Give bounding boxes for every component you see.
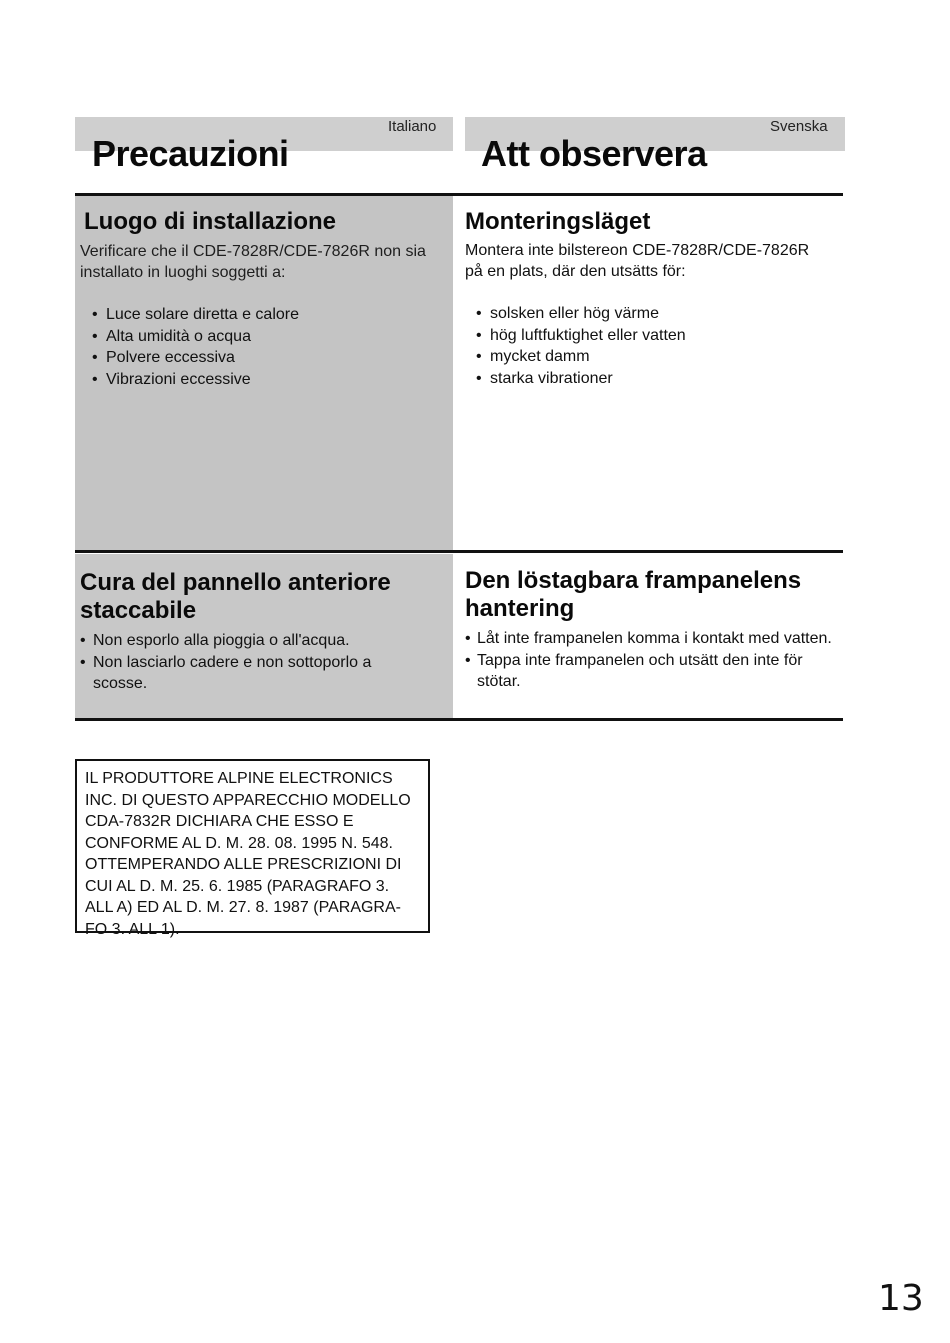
- bottom-divider: [75, 718, 843, 721]
- middle-divider: [75, 550, 843, 553]
- list-item: • mycket damm: [476, 346, 816, 368]
- italian-installation-list: [92, 304, 432, 390]
- page-number: 13: [878, 1278, 924, 1319]
- swedish-installation-intro: Montera inte bilstereon CDE-7828R/CDE-7826R på en plats, där den utsätts för:: [465, 242, 810, 280]
- swedish-panel-care-list: [465, 628, 845, 693]
- list-item: • Non esporlo alla pioggia o all'acqua.: [80, 630, 420, 652]
- list-item: • starka vibrationer: [476, 368, 816, 390]
- swedish-installation-list: [476, 303, 816, 389]
- swedish-panel-care-heading: Den löstagbara frampanelens hantering: [465, 567, 802, 622]
- list-item: • Tappa inte frampanelen och utsätt den inte för stötar.: [465, 650, 845, 693]
- list-item: • hög luftfuktighet eller vatten: [476, 325, 816, 347]
- italian-panel-care-heading: Cura del pannello anteriore staccabile: [80, 569, 391, 624]
- swedish-installation-heading: Monteringsläget: [465, 208, 651, 235]
- italian-installation-intro: Verificare che il CDE-7828R/CDE-7826R non sia installato in luoghi soggetti a:: [80, 243, 426, 281]
- list-item: • Luce solare diretta e calore: [92, 304, 432, 326]
- list-item: • solsken eller hög värme: [476, 303, 816, 325]
- list-item: • Vibrazioni eccessive: [92, 369, 432, 391]
- swedish-language-label: Svenska: [770, 118, 828, 135]
- italian-panel-care-list: [80, 630, 420, 695]
- manufacturer-declaration-box: IL PRODUTTORE ALPINE ELECTRONICS INC. DI QUESTO APPARECCHIO MODELLO CDA-7832R DICHIARA CHE ESSO E CONFORME AL D. M. 28. 08. 1995 N. 548. OTTEMPERANDO ALLE PRESCRIZIONI DI CUI AL D. M. 25. 6. 1985 (PARAGRAFO 3. ALL A) ED AL D. M. 27. 8. 1987 (PARAGRA-FO 3. ALL 1).: [75, 759, 430, 933]
- list-item: • Låt inte frampanelen komma i kontakt med vatten.: [465, 628, 845, 650]
- list-item: • Polvere eccessiva: [92, 347, 432, 369]
- italian-page-title: Precauzioni: [92, 133, 289, 174]
- list-item: • Non lasciarlo cadere e non sottoporlo a scosse.: [80, 652, 420, 695]
- swedish-page-title: Att observera: [481, 133, 707, 174]
- italian-language-label: Italiano: [388, 118, 437, 135]
- italian-installation-heading: Luogo di installazione: [84, 208, 336, 235]
- list-item: • Alta umidità o acqua: [92, 326, 432, 348]
